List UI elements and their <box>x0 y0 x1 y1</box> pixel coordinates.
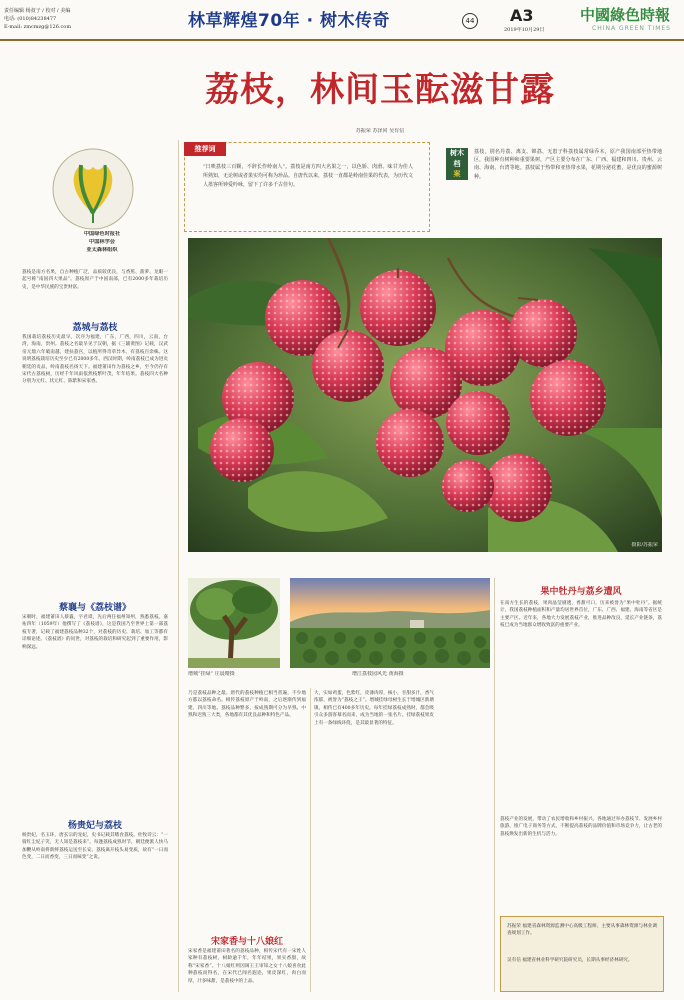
col4-bot-text: 荔枝产业的发展，带动了农民增收和乡村振兴。各地通过举办荔枝节、发展乡村旅游、推广电子商务等方式，不断提高荔枝的品牌价值和市场竞争力，让古老的荔枝焕发出新的生机与活力。 <box>500 817 662 837</box>
divider-2 <box>310 688 311 992</box>
ginkgo-emblem <box>51 147 135 231</box>
header-rule <box>0 39 684 41</box>
col1-mid-text: 宋朝时，福建莆田人蔡襄，字君谟，先后两任福州知州，熟悉荔枝。嘉祐四年（1059年）他撰写了《荔枝谱》，这是我国乃至世界上第一部荔枝专著，记载了福建荔枝品种32个，对荔枝的历史、栽培、加工等都有详细论述。《荔枝谱》的问世，对荔枝的栽培和研究起到了重要作用，影响深远。 <box>22 615 168 650</box>
photo-tree <box>188 578 280 668</box>
article-byline: 苏振荣 苏泽同 吴有信 <box>355 128 405 134</box>
emblem-org-3: 亚太森林组织 <box>86 247 118 253</box>
main-photo-caption: 摄影/苏振荣 <box>631 541 658 548</box>
factbox-badge <box>446 148 468 180</box>
photo-caption-right: 增江荔枝园风光 黄海摄 <box>352 671 404 677</box>
factbox-badge-bot: 案 <box>453 170 461 178</box>
col4-top-text: 在南方生长的荔枝，果肉晶莹剔透，香甜可口，历来被誉为“果中牡丹”。据统计，我国荔枝种植面积和产量均居世界首位，广东、广西、福建、海南等省区是主要产区。近年来，各地大力发展荔枝产业，推进品种改良，延长产业链条，荔枝已成为当地群众增收致富的重要产业。 <box>500 601 662 629</box>
section-title-guozhong-mudan: 果中牡丹与荔乡遭风 <box>540 587 622 597</box>
column-mark: 44 <box>462 13 478 29</box>
col1-top-text: 我国栽培荔枝历史最早，次序为福建，广东，广西，四川，云南，台湾，海南，贵州。荔枝之名最早见于汉朝，据《三辅黄图》记载，汉武帝元鼎六年破南越，建扶荔宫，以植所得奇草异木，有荔枝百余株。这说明荔枝栽培历史至少已有2000多年。西汉时期，岭南荔枝已成为进贡朝廷的贡品，岭南荔枝名扬天下。福建莆田作为荔枝之乡，至今仍存有宋代古荔枝树，历经千年风雨依然枝繁叶茂，年年结果。荔枝四大名种分别为元红、状元红、陈紫和宋家香。 <box>22 335 168 385</box>
page-number: A3 <box>510 6 534 25</box>
column-title: 林草辉煌70年 · 树木传奇 <box>188 11 390 31</box>
article-title: 荔枝，林间玉酝滋甘露 <box>205 70 555 110</box>
main-photo-lychees <box>188 238 662 552</box>
emblem-org-2: 中国林学会 <box>89 239 115 245</box>
author-bio-2: 吴有信 福建省林业科学研究院研究员，长期从事经济林研究。 <box>507 958 633 963</box>
section-title-lizhi-city: 荔城与荔枝 <box>72 323 118 333</box>
author-bio-1: 苏振荣 福建省森林资源监测中心高级工程师，主要从事森林资源与林业调查规划工作。 <box>507 924 657 937</box>
col2-bot-text: 宋家香是福建莆田著名的荔枝品种，相传宋代有一宋姓人家种有荔枝树，树龄逾千年，年年结果，果实香甜，故称“宋家香”。十八娘红则因闽王王审知之女十八娘喜食此种荔枝而得名，在宋代已闻名遐迩，果皮深红，肉白而厚，汁多味甜，是荔枝中的上品。 <box>188 949 306 984</box>
header-email: E-mail: zmcmzg@126.com <box>4 24 72 30</box>
recommend-box <box>184 142 430 232</box>
factbox-badge-mid: 档 <box>453 160 461 168</box>
brand-name: 中國綠色時報 <box>580 6 671 24</box>
section-title-yang-guifei: 杨贵妃与荔枝 <box>67 821 122 831</box>
factbox-badge-top: 树木 <box>450 149 464 157</box>
author-bio-box <box>500 916 664 992</box>
page-date: 2019年10月29日 <box>504 27 545 33</box>
col1-bot-text: 杨贵妃，名玉环，唐玄宗的宠妃，史书记载其嗜食荔枝。杜牧诗云：“一骑红尘妃子笑，无人知是荔枝来”。每逢荔枝成熟时节，朝廷便派人快马加鞭从岭南将新鲜荔枝运送至长安。荔枝离开枝头易变质，故有“一日而色变，二日而香变，三日而味变”之说。 <box>22 833 168 861</box>
header-edit-label: 责任编辑 杨叔子 / 校对 / 美编 <box>4 8 71 14</box>
brand-english: CHINA GREEN TIMES <box>592 25 671 32</box>
article-intro: 荔枝是南方名果，自古种植广泛，品质较优良，与香蕉、菠萝、龙眼一起号称“南国四大果品”。荔枝原产于中国南部，已有2000多年栽培历史，是中华民族的宝贵财富。 <box>22 270 168 290</box>
recommend-badge: 推荐词 <box>184 142 226 156</box>
header-bar <box>0 0 684 40</box>
photo-caption-left: 增城“挂绿” 庄晨晴摄 <box>188 671 235 677</box>
col3-top-text: 大，实如鸡蛋，色紫红，皮薄肉厚，核小，甘甜多汁，香气浓郁，被誉为“荔枝之王”。增城挂绿母树生长于增城区新塘镇，相传已有400多年历史。每年挂绿荔枝成熟时，都会吸引众多游客慕名而来，成为当地的一张名片。挂绿荔枝果皮上有一条绿线环绕，是其最显著的特征。 <box>314 691 434 726</box>
section-title-songjiaxiang: 宋家香与十八娘红 <box>210 937 283 947</box>
emblem-org-1: 中国绿色时报社 <box>83 231 121 237</box>
recommend-text: “日啖荔枝三百颗，不辞长作岭南人”。荔枝是南方四大名果之一，以色娇、肉滑、味甘为佳人所熟知，无论树或者果实均可称为珍品。自唐代以来，荔枝一直都是岭南佳果的代表，为历代文人墨客所钟爱吟咏，留下了许多千古佳句。 <box>203 164 413 188</box>
divider-3 <box>494 578 495 992</box>
header-phone: 电话: (010)84238477 <box>4 16 57 22</box>
col2-top-text: 乃是荔枝品种之最。唐代的荔枝种植已相当普遍，不少地方都以荔枝命名。相传荔枝原产于岭南，之后逐渐传到福建、四川等地。荔枝品种繁多，按成熟期可分为早熟、中熟和迟熟三大类，各地都有其优良品种和特色产品。 <box>188 691 306 719</box>
photo-orchard <box>290 578 490 668</box>
divider-1 <box>178 140 179 992</box>
factbox <box>446 148 662 232</box>
section-title-caixiang: 蔡襄与《荔枝谱》 <box>58 603 131 613</box>
factbox-text: 荔枝，别名丹荔、离支、锦荔、无患子科荔枝属常绿乔木，原产我国南部至热带地区，我国种有树种和重要果树，产区主要分布在广东、广西、福建和四川、贵州、云南、海南、台湾等地。荔枝属于热带和亚热带水果，花期分泌花蜜，是优良的蜜源树种。 <box>474 149 662 180</box>
